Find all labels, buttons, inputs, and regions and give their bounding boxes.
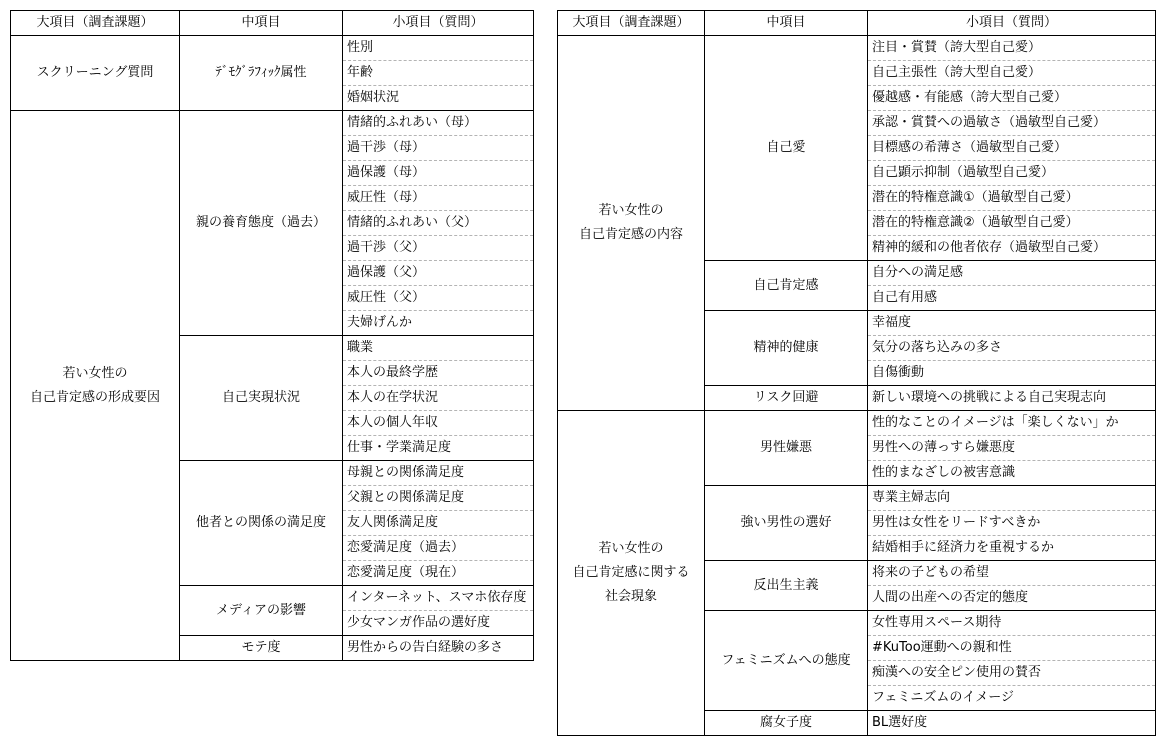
question-item: 仕事・学業満足度	[343, 436, 534, 461]
question-item: 過干渉（父）	[343, 236, 534, 261]
table-row	[11, 36, 534, 61]
question-item: 情緒的ふれあい（母）	[343, 111, 534, 136]
question-item: 男性への薄っすら嫌悪度	[868, 436, 1156, 461]
table-row	[11, 111, 534, 136]
question-item: インターネット、スマホ依存度	[343, 586, 534, 611]
question-item: 新しい環境への挑戦による自己実現志向	[868, 386, 1156, 411]
big-category-label: 若い女性の	[598, 203, 664, 218]
mid-category-label: リスク回避	[753, 390, 819, 405]
question-item: 過干渉（母）	[343, 136, 534, 161]
big-category-cell	[11, 111, 180, 661]
question-item: 父親との関係満足度	[343, 486, 534, 511]
header-mid-category: 中項目	[705, 11, 868, 36]
question-item: #KuToo運動への親和性	[868, 636, 1156, 661]
mid-category-cell	[705, 711, 868, 736]
left-table-body	[11, 36, 534, 661]
question-item: 将来の子どもの希望	[868, 561, 1156, 586]
mid-category-label: 親の養育態度（過去）	[195, 215, 326, 230]
big-category-label: 社会現象	[604, 589, 657, 604]
mid-category-cell	[705, 311, 868, 386]
left-survey-table	[10, 10, 534, 661]
header-big-category: 大項目（調査課題）	[11, 11, 180, 36]
header-row	[11, 11, 534, 36]
table-row	[558, 36, 1156, 61]
question-item: 夫婦げんか	[343, 311, 534, 336]
question-item: 恋愛満足度（現在）	[343, 561, 534, 586]
question-item: 自己顕示抑制（過敏型自己愛）	[868, 161, 1156, 186]
big-category-label: 自己肯定感の内容	[578, 227, 683, 242]
question-item: 男性からの告白経験の多さ	[343, 636, 534, 661]
question-item: 幸福度	[868, 311, 1156, 336]
big-category-label: スクリーニング質問	[36, 65, 154, 80]
question-item: 本人の個人年収	[343, 411, 534, 436]
question-item: 婚姻状況	[343, 86, 534, 111]
big-category-label: 自己肯定感に関する	[572, 565, 690, 580]
question-item: 職業	[343, 336, 534, 361]
header-small-question: 小項目（質問）	[868, 11, 1156, 36]
question-item: 自傷衝動	[868, 361, 1156, 386]
question-item: 性的なことのイメージは「楽しくない」か	[868, 411, 1156, 436]
big-category-cell	[558, 36, 705, 411]
mid-category-cell	[180, 111, 343, 336]
mid-category-cell	[705, 611, 868, 711]
mid-category-label: 腐女子度	[759, 715, 812, 730]
question-item: 母親との関係満足度	[343, 461, 534, 486]
mid-category-label: モテ度	[241, 640, 281, 655]
mid-category-cell	[180, 461, 343, 586]
question-item: 結婚相手に経済力を重視するか	[868, 536, 1156, 561]
mid-category-label: 他者との関係の満足度	[195, 515, 326, 530]
question-item: 少女マンガ作品の選好度	[343, 611, 534, 636]
big-category-cell	[558, 411, 705, 736]
question-item: 本人の在学状況	[343, 386, 534, 411]
mid-category-cell	[180, 336, 343, 461]
question-item: 自己有用感	[868, 286, 1156, 311]
question-item: 痴漢への安全ピン使用の賛否	[868, 661, 1156, 686]
mid-category-label: メディアの影響	[216, 602, 306, 618]
question-item: 自分への満足感	[868, 261, 1156, 286]
question-item: 自己主張性（誇大型自己愛）	[868, 61, 1156, 86]
question-item: 本人の最終学歴	[343, 361, 534, 386]
big-category-label: 自己肯定感の形成要因	[29, 389, 160, 405]
question-item: 男性は女性をリードすべきか	[868, 511, 1156, 536]
question-item: BL選好度	[868, 711, 1156, 736]
header-small-question: 小項目（質問）	[343, 11, 534, 36]
question-item: 注目・賞賛（誇大型自己愛）	[868, 36, 1156, 61]
question-item: 潜在的特権意識①（過敏型自己愛）	[868, 186, 1156, 211]
question-item: 威圧性（母）	[343, 186, 534, 211]
mid-category-label: 精神的健康	[753, 340, 819, 355]
question-item: 専業主婦志向	[868, 486, 1156, 511]
header-mid-category: 中項目	[180, 11, 343, 36]
mid-category-cell	[180, 36, 343, 111]
right-survey-table	[557, 10, 1156, 736]
big-category-label: 若い女性の	[598, 541, 664, 556]
mid-category-label: 自己実現状況	[221, 390, 300, 405]
question-item: 女性専用スペース期待	[868, 611, 1156, 636]
question-item: 精神的緩和の他者依存（過敏型自己愛）	[868, 236, 1156, 261]
question-item: 過保護（父）	[343, 261, 534, 286]
mid-category-cell	[705, 561, 868, 611]
question-item: 人間の出産への否定的態度	[868, 586, 1156, 611]
question-item: 性的まなざしの被害意識	[868, 461, 1156, 486]
question-item: 恋愛満足度（過去）	[343, 536, 534, 561]
question-item: 承認・賞賛への過敏さ（過敏型自己愛）	[868, 111, 1156, 136]
mid-category-label: 自己肯定感	[753, 277, 819, 293]
big-category-label: 若い女性の	[62, 365, 128, 381]
mid-category-label: 自己愛	[766, 140, 806, 155]
question-item: 潜在的特権意識②（過敏型自己愛）	[868, 211, 1156, 236]
question-item: 過保護（母）	[343, 161, 534, 186]
mid-category-cell	[705, 486, 868, 561]
mid-category-label: フェミニズムへの態度	[721, 652, 851, 668]
mid-category-label: 反出生主義	[753, 577, 819, 593]
question-item: 情緒的ふれあい（父）	[343, 211, 534, 236]
question-item: 優越感・有能感（誇大型自己愛）	[868, 86, 1156, 111]
mid-category-cell	[705, 411, 868, 486]
question-item: 威圧性（父）	[343, 286, 534, 311]
question-item: フェミニズムのイメージ	[868, 686, 1156, 711]
mid-category-cell	[705, 36, 868, 261]
mid-category-label: 男性嫌悪	[759, 440, 812, 455]
right-table-body	[558, 36, 1156, 736]
mid-category-cell	[705, 386, 868, 411]
header-big-category: 大項目（調査課題）	[558, 11, 705, 36]
big-category-cell	[11, 36, 180, 111]
question-item: 性別	[343, 36, 534, 61]
question-item: 年齢	[343, 61, 534, 86]
mid-category-label: 強い男性の選好	[740, 515, 832, 530]
table-row	[558, 411, 1156, 436]
question-item: 友人関係満足度	[343, 511, 534, 536]
mid-category-cell	[180, 586, 343, 636]
mid-category-label: ﾃﾞﾓｸﾞﾗﾌｨｯｸ属性	[215, 65, 307, 80]
mid-category-cell	[705, 261, 868, 311]
header-row	[558, 11, 1156, 36]
mid-category-cell	[180, 636, 343, 661]
question-item: 気分の落ち込みの多さ	[868, 336, 1156, 361]
question-item: 目標感の希薄さ（過敏型自己愛）	[868, 136, 1156, 161]
